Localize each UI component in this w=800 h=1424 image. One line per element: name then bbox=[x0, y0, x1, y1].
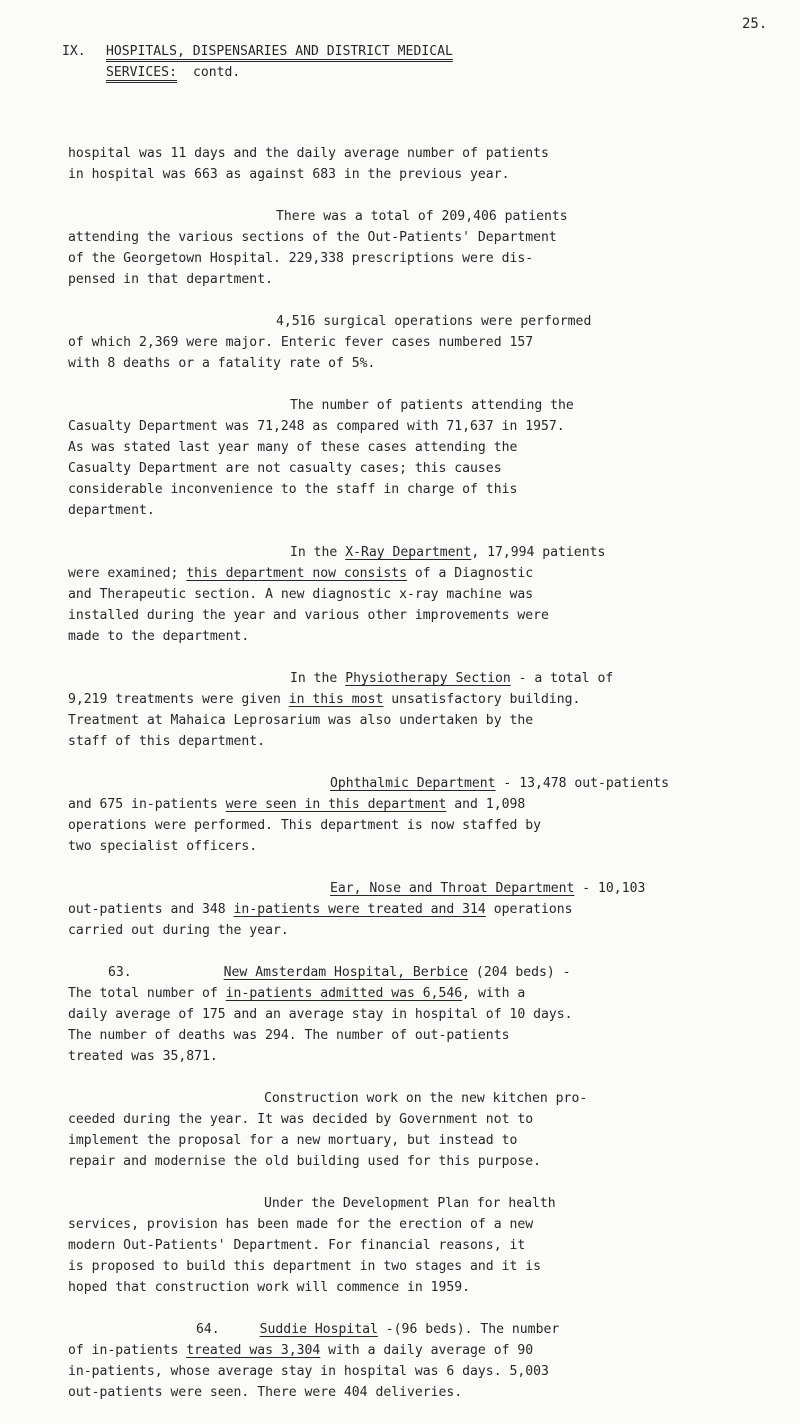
paragraph-out-patients: There was a total of 209,406 patients attending the various sections of the Out-Patients' Department of the Georgetown Hospital. 229,338 prescriptions were dis- pensed in that department. bbox=[68, 209, 568, 287]
paragraph-development-plan: Under the Development Plan for health services, provision has been made for the erection of a new modern Out-Patients' Department. For financial reasons, it is proposed to build this department in two stages and it is hoped that construction work will commence in 1959. bbox=[68, 1196, 556, 1295]
paragraph-x-ray-department: In the X-Ray Department, 17,994 patients were examined; this department now consists of a Diagnostic and Therapeutic section. A new diagnostic x-ray machine was installed during the year and various other improvements were made to the department. bbox=[68, 545, 606, 644]
new-amsterdam-hospital-heading: New Amsterdam Hospital, Berbice bbox=[223, 965, 469, 980]
paragraph-ent-department: Ear, Nose and Throat Department - 10,103 out-patients and 348 in-patients were treated and 314 operations carried out during the year. bbox=[68, 881, 646, 938]
paragraph-physiotherapy-section: In the Physiotherapy Section - a total of 9,219 treatments were given in this most unsatisfactory building. Treatment at Mahaica Leprosarium was also undertaken by the staff of this department. bbox=[68, 671, 614, 749]
paragraph-number-63: 63. bbox=[108, 965, 132, 980]
paragraph-new-amsterdam-hospital: 63. New Amsterdam Hospital, Berbice (204 beds) - The total number of in-patients admitted was 6,546, with a daily average of 175 and an average stay in hospital of 10 days. The number of deaths was 294. The number of out-patients treated was 35,871. bbox=[68, 965, 573, 1064]
ophthalmic-department-heading: Ophthalmic Department bbox=[330, 776, 496, 791]
paragraph-surgical-operations: 4,516 surgical operations were performed of which 2,369 were major. Enteric fever cases numbered 157 with 8 deaths or a fatality rate of 5%. bbox=[68, 314, 592, 371]
x-ray-department-heading: X-Ray Department bbox=[345, 545, 472, 560]
heading-line-2 bbox=[62, 62, 762, 83]
section-title: HOSPITALS, DISPENSARIES AND DISTRICT MEDICAL bbox=[106, 44, 453, 59]
contd-label: contd. bbox=[192, 65, 241, 80]
section-roman-numeral: IX. bbox=[62, 44, 86, 59]
paragraph-casualty-department: The number of patients attending the Casualty Department was 71,248 as compared with 71,637 in 1957. As was stated last year many of these cases attending the Casualty Department are not casualty cases; this causes considerable inconvenience to the staff in charge of this department. bbox=[68, 398, 574, 518]
paragraph-suddie-hospital: 64. Suddie Hospital -(96 beds). The number of in-patients treated was 3,304 with a daily average of 90 in-patients, whose average stay in hospital was 6 days. 5,003 out-patients were seen. There were 404 deliveries. bbox=[68, 1322, 560, 1400]
paragraph-hospital-stay: hospital was 11 days and the daily average number of patients in hospital was 663 as against 683 in the previous year. bbox=[68, 146, 549, 182]
heading-line-1 bbox=[62, 41, 762, 62]
physiotherapy-section-heading: Physiotherapy Section bbox=[345, 671, 511, 686]
page-number: 25. bbox=[742, 16, 768, 32]
paragraph-number-64: 64. bbox=[196, 1322, 220, 1337]
paragraph-construction-work: Construction work on the new kitchen pro- ceeded during the year. It was decided by Government not to implement the proposal for a new mortuary, but instead to repair and modernise the old building used for this purpose. bbox=[68, 1091, 588, 1169]
section-heading bbox=[62, 41, 762, 83]
suddie-hospital-heading: Suddie Hospital bbox=[259, 1322, 378, 1337]
section-title-continued: SERVICES: bbox=[106, 65, 177, 80]
paragraph-ophthalmic-department: Ophthalmic Department - 13,478 out-patients and 675 in-patients were seen in this department and 1,098 operations were performed. This department is now staffed by two specialist officers. bbox=[68, 776, 669, 854]
ent-department-heading: Ear, Nose and Throat Department bbox=[330, 881, 575, 896]
document-body bbox=[68, 143, 780, 1424]
